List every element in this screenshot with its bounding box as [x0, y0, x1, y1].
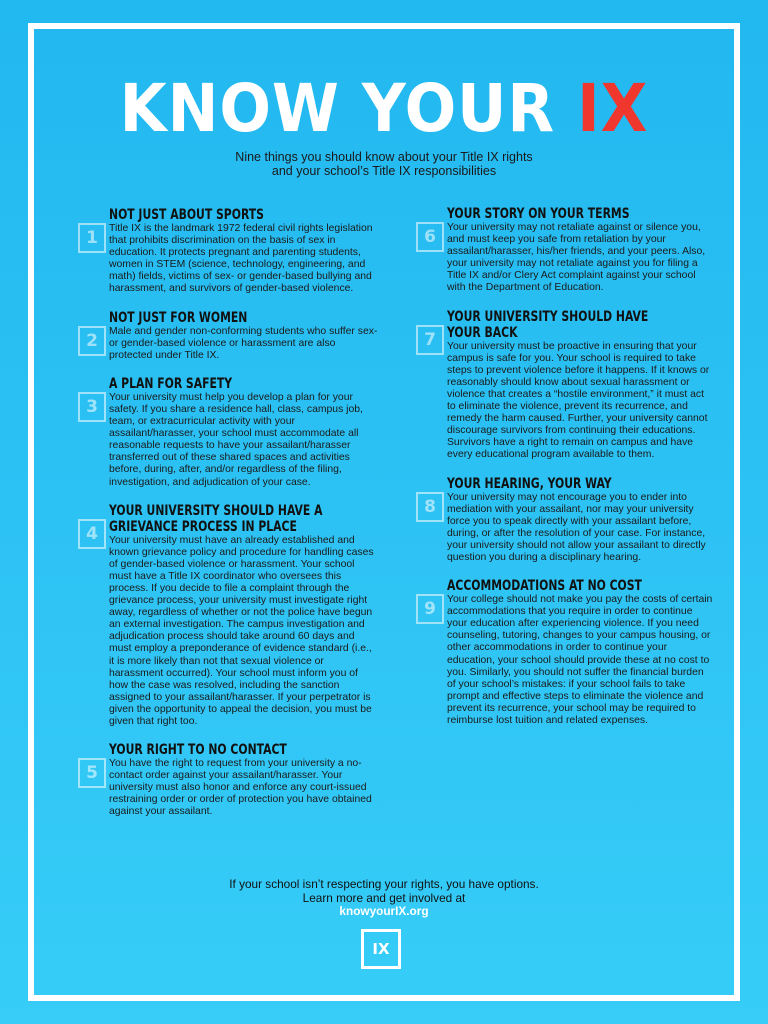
item-8	[424, 476, 714, 565]
footer	[0, 878, 768, 919]
item-heading: NOT JUST ABOUT SPORTS	[109, 207, 264, 223]
item-7	[424, 309, 714, 462]
item-6	[424, 206, 714, 295]
item-number: 9	[416, 594, 444, 624]
item-body: Title IX is the landmark 1972 federal civil rights legislation that prohibits discrimination on the basis of sex in education. It protects pregnant and parenting students, women in STEM (science, technology, engineering, and math) fields, victims of sex- or gender-based bullying and harassment, and survivors of gender-based violence.	[109, 223, 373, 295]
right-column	[424, 206, 714, 727]
item-heading: A PLAN FOR SAFETY	[109, 375, 233, 392]
item-heading-line-2: YOUR BACK	[447, 324, 518, 341]
item-heading-line-2: GRIEVANCE PROCESS IN PLACE	[109, 518, 297, 535]
ix-logo: IX	[361, 929, 401, 969]
item-number: 4	[78, 519, 106, 549]
item-2	[86, 310, 378, 362]
item-1	[86, 207, 378, 296]
item-heading: ACCOMMODATIONS AT NO COST	[447, 578, 642, 595]
item-9	[424, 578, 714, 727]
footer-line-1: If your school isn’t respecting your rights, you have options.	[229, 877, 539, 891]
left-column	[86, 207, 378, 819]
item-heading: YOUR HEARING, YOUR WAY	[447, 475, 612, 492]
page-title	[31, 70, 738, 147]
item-body: Your university may not encourage you to ender into mediation with your assailant, nor may your university force you to speak directly with your assailant before, during, or after the resolution of your case. For instance, your university should not allow your assailant to directly question you during a disciplinary hearing.	[447, 491, 706, 563]
title-accent: IX	[577, 70, 649, 147]
item-heading: YOUR RIGHT TO NO CONTACT	[109, 742, 287, 759]
item-heading: YOUR UNIVERSITY SHOULD HAVE	[447, 308, 649, 325]
item-body: Your university may not retaliate against or silence you, and must keep you safe from retaliation by your assailant/harasser, his/her friends, and your peers. Also, your university may not retaliate against you for filing a Title IX and/or Clery Act complaint against your school with the Department of Education.	[447, 222, 706, 294]
subtitle	[0, 150, 768, 178]
item-number: 6	[416, 222, 444, 252]
subtitle-line-2: and your school’s Title IX responsibilities	[271, 164, 497, 178]
item-body: Your university must have an already established and known grievance policy and procedure for handling cases of gender-based violence or harassment. Your school must have a Title IX coordinator who oversees this process. If you decide to file a complaint through the grievance process, your university must investigate right away, regardless of whether or not the police have begun an external investigation. The campus investigation and adjudication process should take around 60 days and must employ a preponderance of evidence standard (i.e., it is more likely than not that sexual violence or harassment occurred). Your school must inform you of how the case was resolved, including the sanction assigned to your assailant/harasser. If your perpetrator is given the opportunity to appeal the decision, you must be given that right too.	[109, 534, 374, 727]
item-3	[86, 376, 378, 489]
website-link[interactable]: knowyourIX.org	[339, 904, 429, 918]
item-body: Your university must help you develop a plan for your safety. If you share a residence hall, class, campus job, team, or extracurricular activity with your assailant/harasser, your school must accommodate all reasonable requests to have your assailant/harasser transferred out of these shared spaces and activities before, during, after, and/or regardless of the filing, investigation, and adjudication of your case.	[109, 391, 363, 488]
item-body: Your university must be proactive in ensuring that your campus is safe for you. Your school is required to take steps to prevent violence before it happens. If it knows or reasonably should know about sexual harassment or violence that creates a “hostile environment,” it must act to eliminate the violence, prevent its recurrence, and remedy the harm caused. Further, your university cannot discourage survivors from continuing their educations. Survivors have a right to remain on campus and have every educational program available to them.	[447, 340, 710, 461]
footer-line-2: Learn more and get involved at	[302, 890, 466, 905]
subtitle-line-1: Nine things you should know about your Title IX rights	[235, 150, 533, 164]
item-5	[86, 742, 378, 818]
item-number: 8	[416, 492, 444, 522]
item-body: Your college should not make you pay the costs of certain accommodations that you require in order to continue your education after experiencing violence. If you need counseling, tutoring, changes to your campus housing, or other accommodations in order to continue your education, your school should provide these at no cost to you. Similarly, you should not suffer the financial burden of your school’s mistakes: if your school fails to take prompt and effective steps to eliminate the violence and prevent its recurrence, your school may be required to reimburse lost tuition and related expenses.	[447, 594, 713, 726]
title-text: KNOW YOUR	[119, 70, 578, 147]
item-number: 1	[78, 223, 106, 253]
item-number: 7	[416, 325, 444, 355]
item-heading: NOT JUST FOR WOMEN	[109, 309, 248, 326]
item-body: Male and gender non-conforming students who suffer sex- or gender-based violence or harassment are also protected under Title IX.	[109, 325, 378, 361]
item-4	[86, 503, 378, 729]
item-number: 3	[78, 392, 106, 422]
item-number: 2	[78, 326, 106, 356]
item-heading: YOUR UNIVERSITY SHOULD HAVE A	[109, 502, 323, 519]
item-heading: YOUR STORY ON YOUR TERMS	[447, 206, 630, 222]
item-body: You have the right to request from your university a no-contact order against your assailant/harasser. Your university must also honor and enforce any court-issued restraining order or order of protection you have obtained against your assailant.	[109, 758, 372, 818]
item-number: 5	[78, 758, 106, 788]
